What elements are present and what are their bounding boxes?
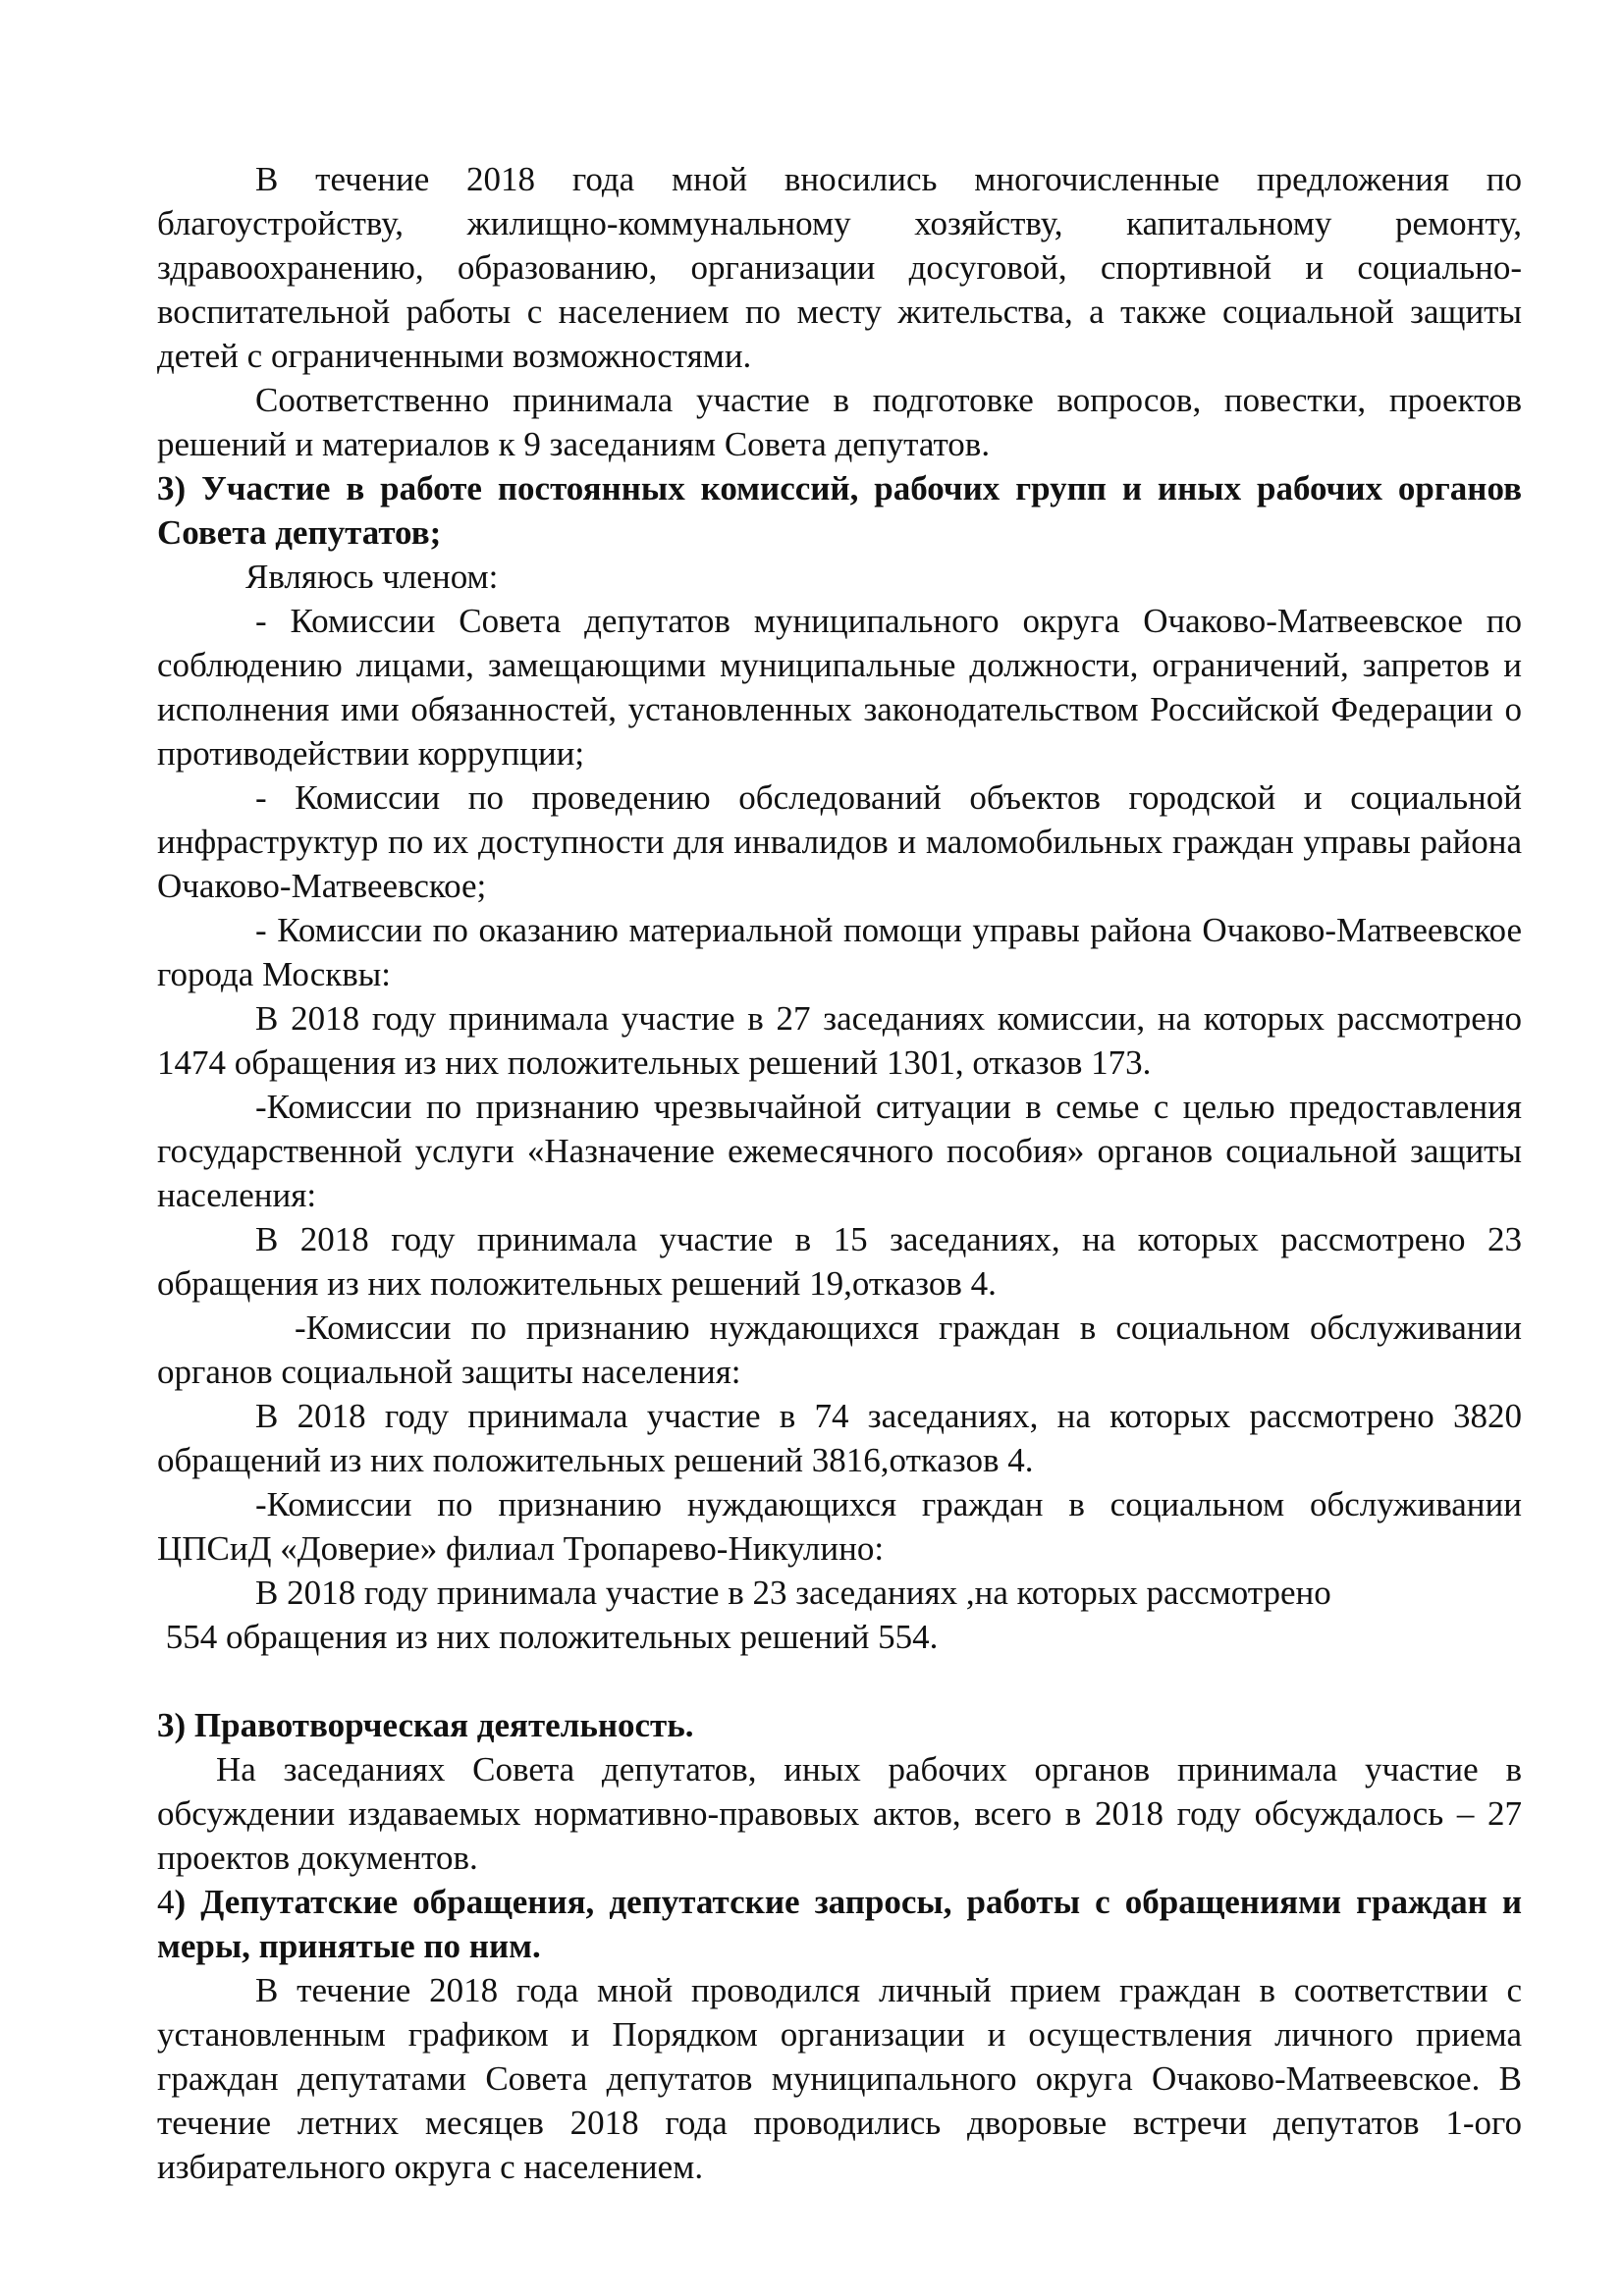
blank-line [157, 1659, 1522, 1703]
commission-emergency: -Комиссии по признанию чрезвычайной ситуации в семье с целью предоставления государственной услуги «Назначение ежемесячного пособия» органов социальной защиты населения: [157, 1088, 1522, 1214]
commission-material-aid: - Комиссии по оказанию материальной помощи управы района Очаково-Матвеевское города Москвы: [157, 911, 1522, 993]
heading-appeals-text: ) Депутатские обращения, депутатские запросы, работы с обращениями граждан и меры, принятые по ним. [157, 1883, 1522, 1965]
commission-anticorruption: - Комиссии Совета депутатов муниципального округа Очаково-Матвеевское по соблюдению лицами, замещающими муниципальные должности, ограничений, запретов и исполнения ими обязанностей, установленных законодательством Российской Федерации о противодействии коррупции; [157, 602, 1522, 773]
paragraph-preparation: Соответственно принимала участие в подготовке вопросов, повестки, проектов решений и материалов к 9 заседаниям Совета депутатов. [157, 381, 1522, 463]
commission-doverie: -Комиссии по признанию нуждающихся граждан в социальном обслуживании ЦПСиД «Доверие» филиал Тропарево-Никулино: [157, 1485, 1522, 1568]
commission-infrastructure: - Комиссии по проведению обследований объектов городской и социальной инфраструктур по их доступности для инвалидов и маломобильных граждан управы района Очаково-Матвеевское; [157, 778, 1522, 905]
commission-social-service-stats: В 2018 году принимала участие в 74 заседаниях, на которых рассмотрено 3820 обращений из них положительных решений 3816,отказов 4. [157, 1397, 1522, 1479]
document-page [157, 157, 1522, 2189]
commission-doverie-stats-line1: В 2018 году принимала участие в 23 заседаниях ,на которых рассмотрено [255, 1574, 1331, 1612]
paragraph-proposals: В течение 2018 года мной вносились многочисленные предложения по благоустройству, жилищно-коммунальному хозяйству, капитальному ремонту, здравоохранению, образованию, организации досуговой, спортивной и социально-воспитательной работы с населением по месту жительства, а также социальной защиты детей с ограниченными возможностями. [157, 160, 1522, 375]
heading-appeals [157, 1880, 1522, 1968]
paragraph-lawmaking: На заседаниях Совета депутатов, иных рабочих органов принимала участие в обсуждении издаваемых нормативно-правовых актов, всего в 2018 году обсуждалось – 27 проектов документов. [157, 1750, 1522, 1877]
heading-commissions: 3) Участие в работе постоянных комиссий, рабочих групп и иных рабочих органов Совета депутатов; [157, 469, 1522, 552]
commission-social-service: -Комиссии по признанию нуждающихся граждан в социальном обслуживании органов социальной защиты населения: [157, 1308, 1522, 1391]
heading-appeals-number: 4 [157, 1883, 175, 1921]
paragraph-member: Являюсь членом: [245, 558, 499, 596]
commission-doverie-stats-line2: 554 обращения из них положительных решений 554. [157, 1618, 939, 1656]
commission-material-aid-stats: В 2018 году принимала участие в 27 заседаниях комиссии, на которых рассмотрено 1474 обращения из них положительных решений 1301, отказов 173. [157, 999, 1522, 1082]
commission-emergency-stats: В 2018 году принимала участие в 15 заседаниях, на которых рассмотрено 23 обращения из них положительных решений 19,отказов 4. [157, 1220, 1522, 1303]
paragraph-reception: В течение 2018 года мной проводился личный прием граждан в соответствии с установленным графиком и Порядком организации и осуществления личного приема граждан депутатами Совета депутатов муниципального округа Очаково-Матвеевское. В течение летних месяцев 2018 года проводились дворовые встречи депутатов 1-ого избирательного округа с населением. [157, 1971, 1522, 2186]
heading-lawmaking: 3) Правотворческая деятельность. [157, 1706, 694, 1744]
